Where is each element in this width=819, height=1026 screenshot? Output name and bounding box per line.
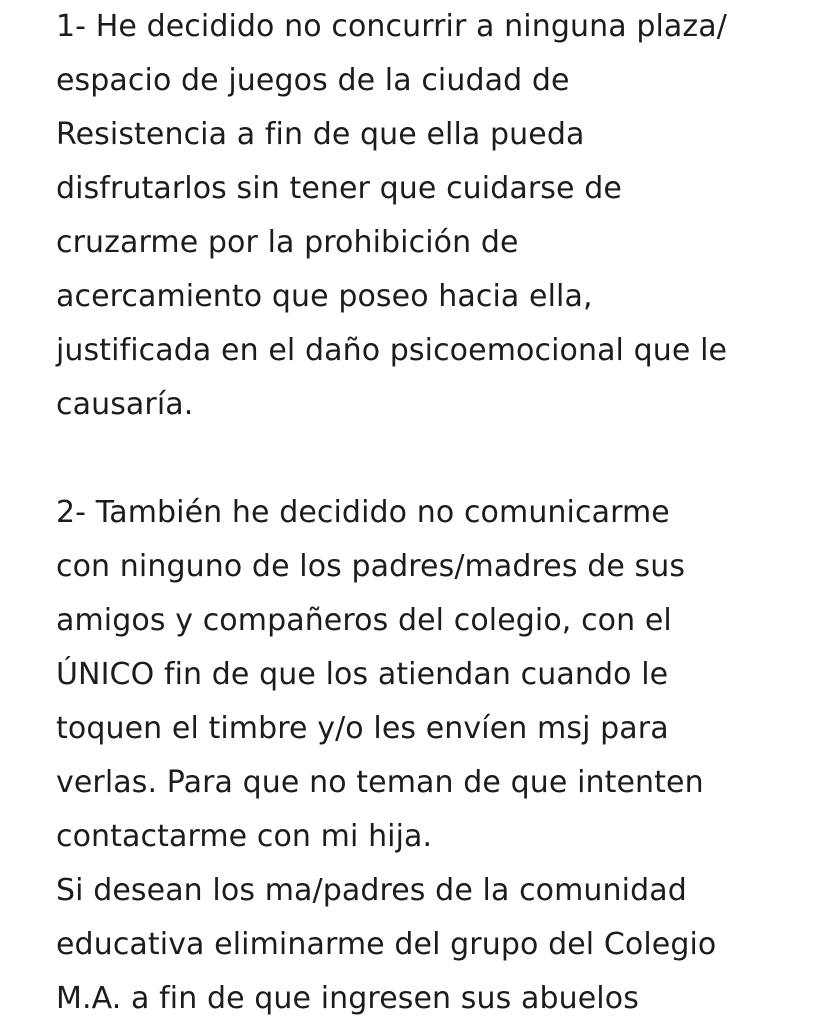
text-line: disfrutarlos sin tener que cuidarse de xyxy=(56,171,622,206)
text-line: espacio de juegos de la ciudad de xyxy=(56,63,570,98)
paragraph-2 xyxy=(56,486,806,1026)
text-line: Resistencia a fin de que ella pueda xyxy=(56,117,585,152)
text-line: causaría. xyxy=(56,387,194,422)
text-line: 1- He decidido no concurrir a ninguna plaza/ xyxy=(56,9,727,44)
paragraph-spacer xyxy=(56,432,806,486)
text-line: M.A. a fin de que ingresen sus abuelos xyxy=(56,981,639,1016)
text-line: contactarme con mi hija. xyxy=(56,819,433,854)
text-line: Si desean los ma/padres de la comunidad xyxy=(56,873,687,908)
text-line: justificada en el daño psicoemocional que le xyxy=(56,333,728,368)
text-line: verlas. Para que no teman de que intenten xyxy=(56,765,704,800)
text-line: 2- También he decidido no comunicarme xyxy=(56,495,670,530)
text-line: con ninguno de los padres/madres de sus xyxy=(56,549,686,584)
text-line: educativa eliminarme del grupo del Colegio xyxy=(56,927,717,962)
note-body xyxy=(56,0,806,1026)
paragraph-1 xyxy=(56,0,806,432)
text-line: toquen el timbre y/o les envíen msj para xyxy=(56,711,669,746)
text-line: ÚNICO fin de que los atiendan cuando le xyxy=(56,657,669,692)
text-line: cruzarme por la prohibición de xyxy=(56,225,519,260)
text-line: acercamiento que poseo hacia ella, xyxy=(56,279,593,314)
text-line: amigos y compañeros del colegio, con el xyxy=(56,603,672,638)
